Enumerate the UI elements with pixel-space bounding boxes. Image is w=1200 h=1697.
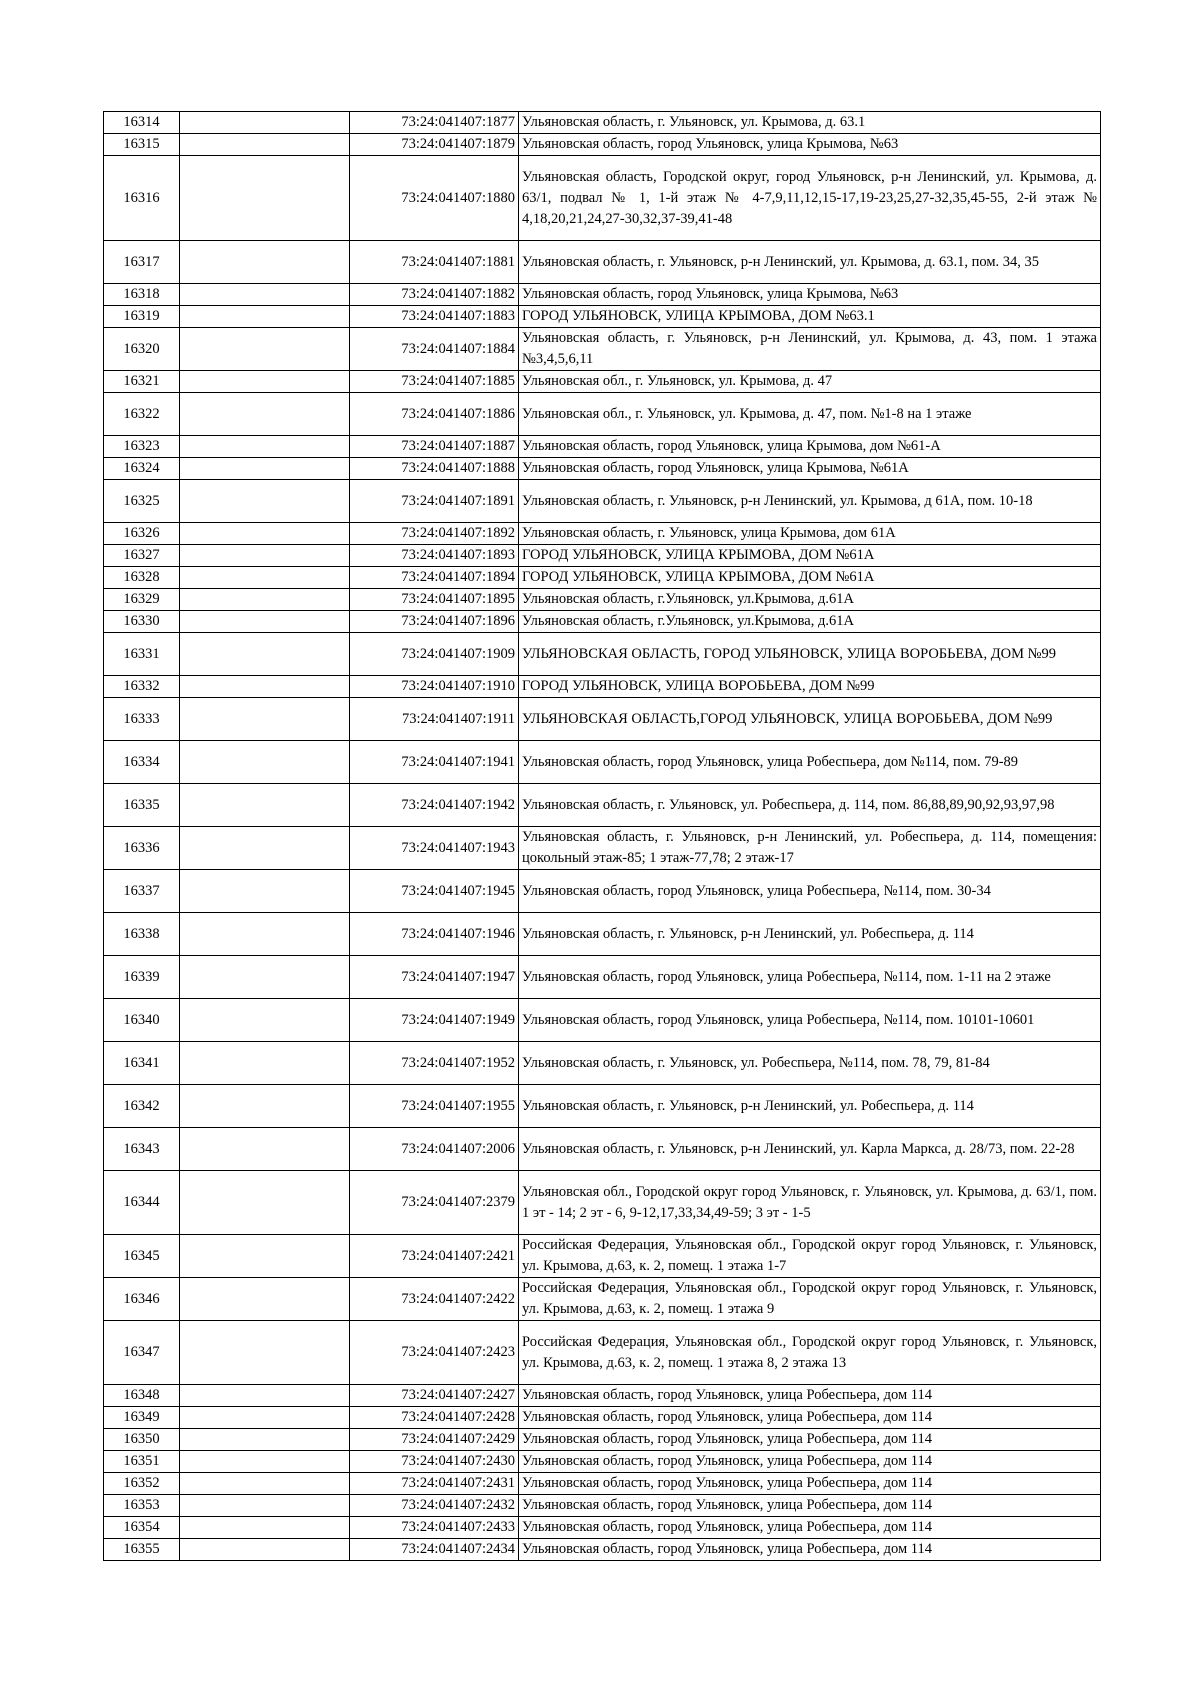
cadastral-number-cell: 73:24:041407:1883: [350, 306, 519, 328]
table-row: [104, 999, 1101, 1042]
registry-table: [103, 111, 1101, 1561]
empty-cell: [180, 306, 350, 328]
empty-cell: [180, 784, 350, 827]
empty-cell: [180, 523, 350, 545]
cadastral-number-cell: 73:24:041407:1945: [350, 870, 519, 913]
table-row: [104, 1235, 1101, 1278]
cadastral-number-cell: 73:24:041407:1880: [350, 156, 519, 241]
address-cell: ГОРОД УЛЬЯНОВСК, УЛИЦА КРЫМОВА, ДОМ №61А: [519, 567, 1101, 589]
empty-cell: [180, 1451, 350, 1473]
table-row: [104, 589, 1101, 611]
empty-cell: [180, 436, 350, 458]
row-number-cell: 16325: [104, 480, 180, 523]
table-row: [104, 913, 1101, 956]
cadastral-number-cell: 73:24:041407:2423: [350, 1321, 519, 1385]
table-row: [104, 1517, 1101, 1539]
table-row: [104, 1171, 1101, 1235]
row-number-cell: 16321: [104, 371, 180, 393]
row-number-cell: 16330: [104, 611, 180, 633]
cadastral-number-cell: 73:24:041407:1946: [350, 913, 519, 956]
address-cell: Ульяновская область, г. Ульяновск, улица Крымова, дом 61А: [519, 523, 1101, 545]
cadastral-number-cell: 73:24:041407:2428: [350, 1407, 519, 1429]
cadastral-number-cell: 73:24:041407:1891: [350, 480, 519, 523]
address-cell: Ульяновская область, город Ульяновск, улица Робеспьера, дом 114: [519, 1495, 1101, 1517]
address-cell: Ульяновская обл., г. Ульяновск, ул. Крымова, д. 47, пом. №1-8 на 1 этаже: [519, 393, 1101, 436]
table-row: [104, 1451, 1101, 1473]
row-number-cell: 16346: [104, 1278, 180, 1321]
address-cell: Российская Федерация, Ульяновская обл., Городской округ город Ульяновск, г. Ульяновск, ул. Крымова, д.63, к. 2, помещ. 1 этажа 1-7: [519, 1235, 1101, 1278]
empty-cell: [180, 1042, 350, 1085]
row-number-cell: 16337: [104, 870, 180, 913]
cadastral-number-cell: 73:24:041407:2006: [350, 1128, 519, 1171]
cadastral-number-cell: 73:24:041407:1894: [350, 567, 519, 589]
row-number-cell: 16317: [104, 241, 180, 284]
empty-cell: [180, 1128, 350, 1171]
table-row: [104, 241, 1101, 284]
table-row: [104, 156, 1101, 241]
address-cell: Ульяновская обл., Городской округ город Ульяновск, г. Ульяновск, ул. Крымова, д. 63/1, пом. 1 эт - 14; 2 эт - 6, 9-12,17,33,34,49-59; 3 эт - 1-5: [519, 1171, 1101, 1235]
empty-cell: [180, 698, 350, 741]
row-number-cell: 16333: [104, 698, 180, 741]
cadastral-number-cell: 73:24:041407:1879: [350, 134, 519, 156]
row-number-cell: 16355: [104, 1539, 180, 1561]
empty-cell: [180, 1321, 350, 1385]
table-row: [104, 784, 1101, 827]
row-number-cell: 16339: [104, 956, 180, 999]
address-cell: Ульяновская область, город Ульяновск, улица Робеспьера, дом №114, пом. 79-89: [519, 741, 1101, 784]
row-number-cell: 16342: [104, 1085, 180, 1128]
address-cell: Ульяновская область, город Ульяновск, улица Крымова, №63: [519, 134, 1101, 156]
row-number-cell: 16348: [104, 1385, 180, 1407]
row-number-cell: 16323: [104, 436, 180, 458]
empty-cell: [180, 1085, 350, 1128]
address-cell: ГОРОД УЛЬЯНОВСК, УЛИЦА КРЫМОВА, ДОМ №61А: [519, 545, 1101, 567]
empty-cell: [180, 1517, 350, 1539]
address-cell: Ульяновская область, г. Ульяновск, р-н Ленинский, ул. Крымова, д 61А, пом. 10-18: [519, 480, 1101, 523]
address-cell: УЛЬЯНОВСКАЯ ОБЛАСТЬ,ГОРОД УЛЬЯНОВСК, УЛИЦА ВОРОБЬЕВА, ДОМ №99: [519, 698, 1101, 741]
row-number-cell: 16354: [104, 1517, 180, 1539]
empty-cell: [180, 870, 350, 913]
row-number-cell: 16328: [104, 567, 180, 589]
empty-cell: [180, 284, 350, 306]
empty-cell: [180, 480, 350, 523]
cadastral-number-cell: 73:24:041407:1877: [350, 112, 519, 134]
table-row: [104, 306, 1101, 328]
cadastral-number-cell: 73:24:041407:2427: [350, 1385, 519, 1407]
cadastral-number-cell: 73:24:041407:1947: [350, 956, 519, 999]
cadastral-number-cell: 73:24:041407:2430: [350, 1451, 519, 1473]
empty-cell: [180, 567, 350, 589]
empty-cell: [180, 741, 350, 784]
empty-cell: [180, 1171, 350, 1235]
cadastral-number-cell: 73:24:041407:1910: [350, 676, 519, 698]
cadastral-number-cell: 73:24:041407:1909: [350, 633, 519, 676]
cadastral-number-cell: 73:24:041407:1943: [350, 827, 519, 870]
row-number-cell: 16341: [104, 1042, 180, 1085]
empty-cell: [180, 134, 350, 156]
row-number-cell: 16335: [104, 784, 180, 827]
empty-cell: [180, 458, 350, 480]
empty-cell: [180, 1539, 350, 1561]
table-row: [104, 567, 1101, 589]
table-row: [104, 633, 1101, 676]
table-row: [104, 1473, 1101, 1495]
table-row: [104, 545, 1101, 567]
address-cell: Ульяновская область, город Ульяновск, улица Крымова, дом №61-А: [519, 436, 1101, 458]
table-row: [104, 328, 1101, 371]
cadastral-number-cell: 73:24:041407:2431: [350, 1473, 519, 1495]
table-row: [104, 827, 1101, 870]
address-cell: Ульяновская область, г. Ульяновск, р-н Ленинский, ул. Робеспьера, д. 114, помещения: цокольный этаж-85; 1 этаж-77,78; 2 этаж-17: [519, 827, 1101, 870]
empty-cell: [180, 633, 350, 676]
empty-cell: [180, 1235, 350, 1278]
address-cell: Ульяновская область, г.Ульяновск, ул.Крымова, д.61А: [519, 611, 1101, 633]
empty-cell: [180, 371, 350, 393]
address-cell: Ульяновская область, город Ульяновск, улица Робеспьера, №114, пом. 30-34: [519, 870, 1101, 913]
row-number-cell: 16343: [104, 1128, 180, 1171]
address-cell: Ульяновская область, г. Ульяновск, ул. Робеспьера, д. 114, пом. 86,88,89,90,92,93,97,98: [519, 784, 1101, 827]
address-cell: Ульяновская область, г.Ульяновск, ул.Крымова, д.61А: [519, 589, 1101, 611]
row-number-cell: 16336: [104, 827, 180, 870]
address-cell: Ульяновская область, город Ульяновск, улица Робеспьера, дом 114: [519, 1517, 1101, 1539]
address-cell: Ульяновская область, г. Ульяновск, ул. Робеспьера, №114, пом. 78, 79, 81-84: [519, 1042, 1101, 1085]
address-cell: Ульяновская область, г. Ульяновск, ул. Крымова, д. 63.1: [519, 112, 1101, 134]
cadastral-number-cell: 73:24:041407:1895: [350, 589, 519, 611]
address-cell: ГОРОД УЛЬЯНОВСК, УЛИЦА ВОРОБЬЕВА, ДОМ №99: [519, 676, 1101, 698]
empty-cell: [180, 545, 350, 567]
address-cell: Ульяновская область, город Ульяновск, улица Робеспьера, дом 114: [519, 1407, 1101, 1429]
empty-cell: [180, 589, 350, 611]
table-row: [104, 1042, 1101, 1085]
cadastral-number-cell: 73:24:041407:1952: [350, 1042, 519, 1085]
address-cell: Ульяновская область, город Ульяновск, улица Робеспьера, №114, пом. 1-11 на 2 этаже: [519, 956, 1101, 999]
table-row: [104, 870, 1101, 913]
row-number-cell: 16351: [104, 1451, 180, 1473]
table-row: [104, 112, 1101, 134]
table-row: [104, 741, 1101, 784]
empty-cell: [180, 241, 350, 284]
row-number-cell: 16329: [104, 589, 180, 611]
address-cell: Ульяновская область, город Ульяновск, улица Крымова, №61А: [519, 458, 1101, 480]
empty-cell: [180, 1473, 350, 1495]
address-cell: Ульяновская область, город Ульяновск, улица Робеспьера, дом 114: [519, 1473, 1101, 1495]
table-row: [104, 371, 1101, 393]
empty-cell: [180, 956, 350, 999]
empty-cell: [180, 913, 350, 956]
table-row: [104, 1495, 1101, 1517]
cadastral-number-cell: 73:24:041407:1941: [350, 741, 519, 784]
table-row: [104, 1085, 1101, 1128]
empty-cell: [180, 328, 350, 371]
address-cell: Ульяновская область, город Ульяновск, улица Робеспьера, дом 114: [519, 1539, 1101, 1561]
cadastral-number-cell: 73:24:041407:1896: [350, 611, 519, 633]
cadastral-number-cell: 73:24:041407:1885: [350, 371, 519, 393]
empty-cell: [180, 676, 350, 698]
empty-cell: [180, 156, 350, 241]
cadastral-number-cell: 73:24:041407:2422: [350, 1278, 519, 1321]
empty-cell: [180, 112, 350, 134]
address-cell: Ульяновская область, г. Ульяновск, р-н Ленинский, ул. Робеспьера, д. 114: [519, 913, 1101, 956]
empty-cell: [180, 611, 350, 633]
address-cell: Ульяновская область, город Ульяновск, улица Робеспьера, дом 114: [519, 1429, 1101, 1451]
cadastral-number-cell: 73:24:041407:1888: [350, 458, 519, 480]
address-cell: Ульяновская область, город Ульяновск, улица Робеспьера, дом 114: [519, 1385, 1101, 1407]
cadastral-number-cell: 73:24:041407:1884: [350, 328, 519, 371]
row-number-cell: 16314: [104, 112, 180, 134]
table-row: [104, 698, 1101, 741]
row-number-cell: 16334: [104, 741, 180, 784]
address-cell: ГОРОД УЛЬЯНОВСК, УЛИЦА КРЫМОВА, ДОМ №63.1: [519, 306, 1101, 328]
table-row: [104, 676, 1101, 698]
row-number-cell: 16332: [104, 676, 180, 698]
cadastral-number-cell: 73:24:041407:1955: [350, 1085, 519, 1128]
address-cell: Ульяновская область, г. Ульяновск, р-н Ленинский, ул. Крымова, д. 43, пом. 1 этажа №3,4,5,6,11: [519, 328, 1101, 371]
cadastral-number-cell: 73:24:041407:1892: [350, 523, 519, 545]
table-row: [104, 1539, 1101, 1561]
table-row: [104, 458, 1101, 480]
table-row: [104, 1429, 1101, 1451]
table-row: [104, 480, 1101, 523]
address-cell: Ульяновская область, г. Ульяновск, р-н Ленинский, ул. Крымова, д. 63.1, пом. 34, 35: [519, 241, 1101, 284]
table-row: [104, 393, 1101, 436]
address-cell: Ульяновская обл., г. Ульяновск, ул. Крымова, д. 47: [519, 371, 1101, 393]
table-row: [104, 1321, 1101, 1385]
address-cell: Ульяновская область, город Ульяновск, улица Крымова, №63: [519, 284, 1101, 306]
row-number-cell: 16340: [104, 999, 180, 1042]
row-number-cell: 16347: [104, 1321, 180, 1385]
empty-cell: [180, 999, 350, 1042]
row-number-cell: 16349: [104, 1407, 180, 1429]
table-row: [104, 1278, 1101, 1321]
row-number-cell: 16315: [104, 134, 180, 156]
row-number-cell: 16326: [104, 523, 180, 545]
cadastral-number-cell: 73:24:041407:1886: [350, 393, 519, 436]
cadastral-number-cell: 73:24:041407:2421: [350, 1235, 519, 1278]
cadastral-number-cell: 73:24:041407:1881: [350, 241, 519, 284]
empty-cell: [180, 1407, 350, 1429]
address-cell: Ульяновская область, г. Ульяновск, р-н Ленинский, ул. Робеспьера, д. 114: [519, 1085, 1101, 1128]
cadastral-number-cell: 73:24:041407:2379: [350, 1171, 519, 1235]
address-cell: Ульяновская область, г. Ульяновск, р-н Ленинский, ул. Карла Маркса, д. 28/73, пом. 22-28: [519, 1128, 1101, 1171]
table-row: [104, 523, 1101, 545]
row-number-cell: 16320: [104, 328, 180, 371]
row-number-cell: 16316: [104, 156, 180, 241]
table-row: [104, 1385, 1101, 1407]
row-number-cell: 16345: [104, 1235, 180, 1278]
row-number-cell: 16338: [104, 913, 180, 956]
empty-cell: [180, 1278, 350, 1321]
row-number-cell: 16344: [104, 1171, 180, 1235]
row-number-cell: 16319: [104, 306, 180, 328]
table-row: [104, 956, 1101, 999]
table-row: [104, 1128, 1101, 1171]
cadastral-number-cell: 73:24:041407:2433: [350, 1517, 519, 1539]
row-number-cell: 16353: [104, 1495, 180, 1517]
empty-cell: [180, 827, 350, 870]
registry-table-body: [104, 112, 1101, 1561]
row-number-cell: 16322: [104, 393, 180, 436]
row-number-cell: 16331: [104, 633, 180, 676]
row-number-cell: 16352: [104, 1473, 180, 1495]
cadastral-number-cell: 73:24:041407:2434: [350, 1539, 519, 1561]
table-row: [104, 611, 1101, 633]
address-cell: Ульяновская область, Городской округ, город Ульяновск, р-н Ленинский, ул. Крымова, д. 63/1, подвал № 1, 1-й этаж № 4-7,9,11,12,15-17,19-23,25,27-32,35,45-55, 2-й этаж № 4,18,20,21,24,27-30,32,37-39,41-48: [519, 156, 1101, 241]
table-row: [104, 134, 1101, 156]
cadastral-number-cell: 73:24:041407:1887: [350, 436, 519, 458]
table-row: [104, 436, 1101, 458]
table-row: [104, 1407, 1101, 1429]
row-number-cell: 16324: [104, 458, 180, 480]
cadastral-number-cell: 73:24:041407:1893: [350, 545, 519, 567]
cadastral-number-cell: 73:24:041407:1942: [350, 784, 519, 827]
cadastral-number-cell: 73:24:041407:1949: [350, 999, 519, 1042]
cadastral-number-cell: 73:24:041407:1882: [350, 284, 519, 306]
empty-cell: [180, 393, 350, 436]
empty-cell: [180, 1495, 350, 1517]
row-number-cell: 16318: [104, 284, 180, 306]
address-cell: Ульяновская область, город Ульяновск, улица Робеспьера, №114, пом. 10101-10601: [519, 999, 1101, 1042]
address-cell: Ульяновская область, город Ульяновск, улица Робеспьера, дом 114: [519, 1451, 1101, 1473]
row-number-cell: 16350: [104, 1429, 180, 1451]
table-row: [104, 284, 1101, 306]
cadastral-number-cell: 73:24:041407:2429: [350, 1429, 519, 1451]
row-number-cell: 16327: [104, 545, 180, 567]
empty-cell: [180, 1429, 350, 1451]
address-cell: Российская Федерация, Ульяновская обл., Городской округ город Ульяновск, г. Ульяновск, ул. Крымова, д.63, к. 2, помещ. 1 этажа 8, 2 этажа 13: [519, 1321, 1101, 1385]
address-cell: УЛЬЯНОВСКАЯ ОБЛАСТЬ, ГОРОД УЛЬЯНОВСК, УЛИЦА ВОРОБЬЕВА, ДОМ №99: [519, 633, 1101, 676]
empty-cell: [180, 1385, 350, 1407]
cadastral-number-cell: 73:24:041407:2432: [350, 1495, 519, 1517]
cadastral-number-cell: 73:24:041407:1911: [350, 698, 519, 741]
address-cell: Российская Федерация, Ульяновская обл., Городской округ город Ульяновск, г. Ульяновск, ул. Крымова, д.63, к. 2, помещ. 1 этажа 9: [519, 1278, 1101, 1321]
